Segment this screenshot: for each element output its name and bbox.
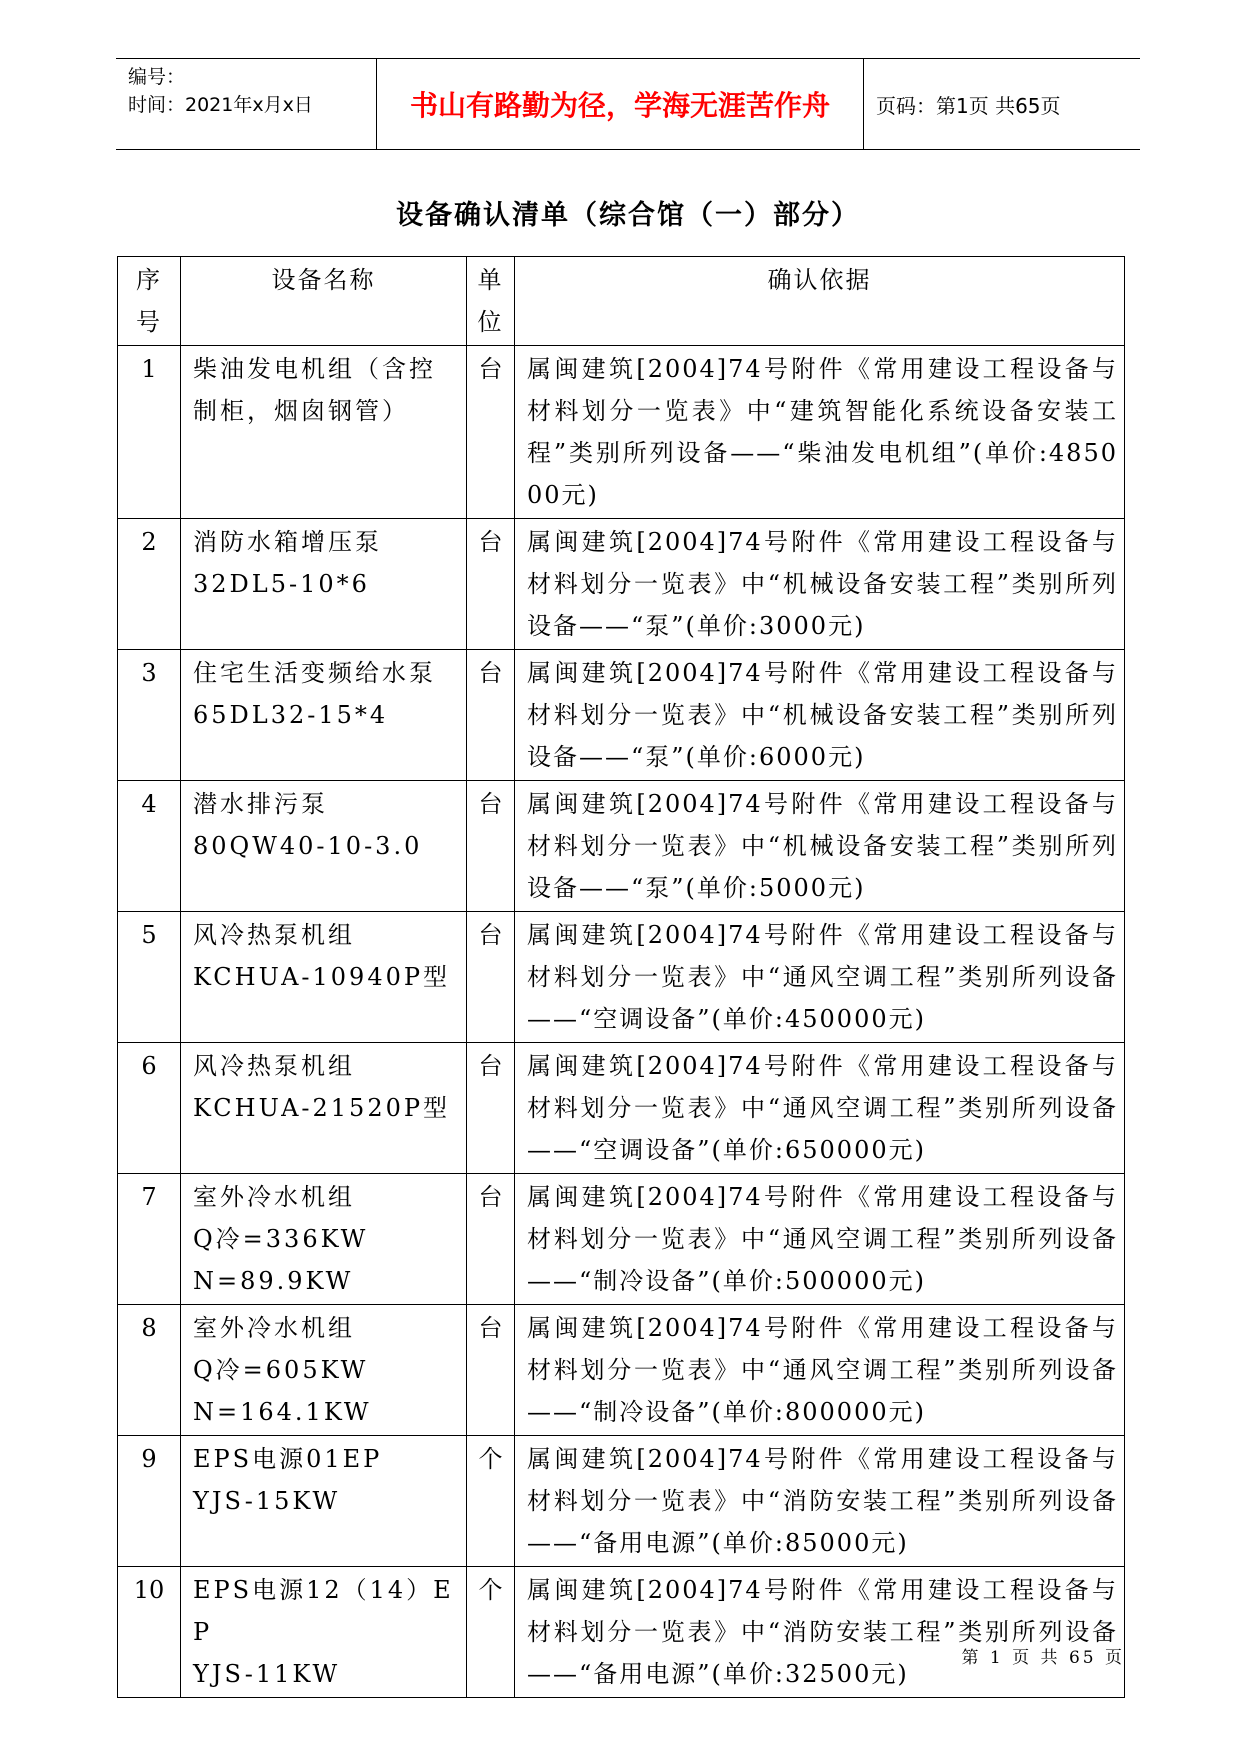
equipment-unit: 台	[467, 519, 515, 650]
row-number: 6	[118, 1043, 181, 1174]
equipment-name	[181, 650, 467, 781]
header-unit: 单 位	[467, 257, 515, 346]
table-row	[118, 1174, 1125, 1305]
table-row	[118, 1436, 1125, 1567]
table-row	[118, 346, 1125, 519]
document-title: 设备确认清单（综合馆（一）部分）	[396, 200, 860, 231]
equipment-name	[181, 1436, 467, 1567]
header-motto: 书山有路勤为径，学海无涯苦作舟	[376, 59, 864, 149]
table-row	[118, 1305, 1125, 1436]
equipment-name-line: 80QW40-10-3.0	[193, 832, 423, 860]
equipment-name-line: 制柜，烟囱钢管）	[193, 397, 409, 425]
equipment-name-line: Q冷=336KW	[193, 1225, 369, 1253]
equipment-name-line: 风冷热泵机组	[193, 1052, 355, 1080]
equipment-unit: 台	[467, 781, 515, 912]
table-header-row	[118, 257, 1125, 346]
row-number: 3	[118, 650, 181, 781]
confirmation-basis: 属闽建筑[2004]74号附件《常用建设工程设备与材料划分一览表》中“通风空调工程”类别所列设备——“空调设备”(单价:650000元)	[515, 1043, 1125, 1174]
equipment-name-line: N=164.1KW	[193, 1398, 372, 1426]
row-number: 8	[118, 1305, 181, 1436]
confirmation-basis: 属闽建筑[2004]74号附件《常用建设工程设备与材料划分一览表》中“通风空调工程”类别所列设备——“空调设备”(单价:450000元)	[515, 912, 1125, 1043]
equipment-name	[181, 1043, 467, 1174]
confirmation-basis: 属闽建筑[2004]74号附件《常用建设工程设备与材料划分一览表》中“机械设备安装工程”类别所列设备——“泵”(单价:3000元)	[515, 519, 1125, 650]
table-row	[118, 1043, 1125, 1174]
row-number: 2	[118, 519, 181, 650]
equipment-name	[181, 519, 467, 650]
confirmation-basis: 属闽建筑[2004]74号附件《常用建设工程设备与材料划分一览表》中“通风空调工程”类别所列设备——“制冷设备”(单价:500000元)	[515, 1174, 1125, 1305]
equipment-name-line: Q冷=605KW	[193, 1356, 369, 1384]
equipment-name-line: 消防水箱增压泵	[193, 528, 382, 556]
row-number: 7	[118, 1174, 181, 1305]
equipment-name-line: 风冷热泵机组	[193, 921, 355, 949]
equipment-unit: 台	[467, 650, 515, 781]
equipment-unit: 个	[467, 1567, 515, 1698]
page-footer: 第 1 页 共 65 页	[961, 1648, 1125, 1668]
header-meta	[116, 59, 376, 149]
document-number-label: 编号：	[128, 66, 186, 88]
row-number: 1	[118, 346, 181, 519]
page-header	[116, 58, 1140, 150]
equipment-name-line: EPS电源12（14）EP	[193, 1576, 454, 1646]
table-row	[118, 781, 1125, 912]
equipment-name	[181, 1567, 467, 1698]
equipment-name-line: EPS电源01EP	[193, 1445, 383, 1473]
header-no: 序 号	[118, 257, 181, 346]
equipment-name	[181, 912, 467, 1043]
table-row	[118, 519, 1125, 650]
confirmation-basis: 属闽建筑[2004]74号附件《常用建设工程设备与材料划分一览表》中“通风空调工程”类别所列设备——“制冷设备”(单价:800000元)	[515, 1305, 1125, 1436]
equipment-name-line: 室外冷水机组	[193, 1183, 355, 1211]
equipment-name	[181, 1305, 467, 1436]
equipment-name	[181, 1174, 467, 1305]
equipment-name	[181, 781, 467, 912]
equipment-name-line: N=89.9KW	[193, 1267, 354, 1295]
equipment-unit: 个	[467, 1436, 515, 1567]
confirmation-basis: 属闽建筑[2004]74号附件《常用建设工程设备与材料划分一览表》中“机械设备安装工程”类别所列设备——“泵”(单价:6000元)	[515, 650, 1125, 781]
equipment-name-line: 潜水排污泵	[193, 790, 328, 818]
document-time: 时间：2021年x月x日	[128, 94, 313, 116]
equipment-name-line: 柴油发电机组（含控	[193, 355, 436, 383]
row-number: 4	[118, 781, 181, 912]
header-basis: 确认依据	[515, 257, 1125, 346]
table-row	[118, 912, 1125, 1043]
confirmation-basis: 属闽建筑[2004]74号附件《常用建设工程设备与材料划分一览表》中“机械设备安装工程”类别所列设备——“泵”(单价:5000元)	[515, 781, 1125, 912]
table-row	[118, 650, 1125, 781]
confirmation-basis: 属闽建筑[2004]74号附件《常用建设工程设备与材料划分一览表》中“建筑智能化系统设备安装工程”类别所列设备——“柴油发电机组”(单价:485000元)	[515, 346, 1125, 519]
equipment-table	[117, 256, 1125, 1698]
confirmation-basis: 属闽建筑[2004]74号附件《常用建设工程设备与材料划分一览表》中“消防安装工程”类别所列设备——“备用电源”(单价:32500元)	[515, 1567, 1125, 1698]
header-page-info: 页码：第1页 共65页	[876, 93, 1061, 118]
row-number: 5	[118, 912, 181, 1043]
equipment-name	[181, 346, 467, 519]
equipment-name-line: 室外冷水机组	[193, 1314, 355, 1342]
row-number: 9	[118, 1436, 181, 1567]
header-name: 设备名称	[181, 257, 467, 346]
row-number: 10	[118, 1567, 181, 1698]
equipment-unit: 台	[467, 346, 515, 519]
equipment-name-line: 住宅生活变频给水泵	[193, 659, 436, 687]
table-row	[118, 1567, 1125, 1698]
equipment-name-line: 65DL32-15*4	[193, 701, 389, 729]
table-body	[118, 346, 1125, 1698]
equipment-unit: 台	[467, 912, 515, 1043]
equipment-name-line: KCHUA-10940P型	[193, 963, 451, 991]
equipment-name-line: 32DL5-10*6	[193, 570, 370, 598]
confirmation-basis: 属闽建筑[2004]74号附件《常用建设工程设备与材料划分一览表》中“消防安装工程”类别所列设备——“备用电源”(单价:85000元)	[515, 1436, 1125, 1567]
equipment-unit: 台	[467, 1174, 515, 1305]
equipment-name-line: YJS-11KW	[193, 1660, 341, 1688]
equipment-name-line: KCHUA-21520P型	[193, 1094, 451, 1122]
equipment-unit: 台	[467, 1043, 515, 1174]
equipment-unit: 台	[467, 1305, 515, 1436]
equipment-name-line: YJS-15KW	[193, 1487, 341, 1515]
